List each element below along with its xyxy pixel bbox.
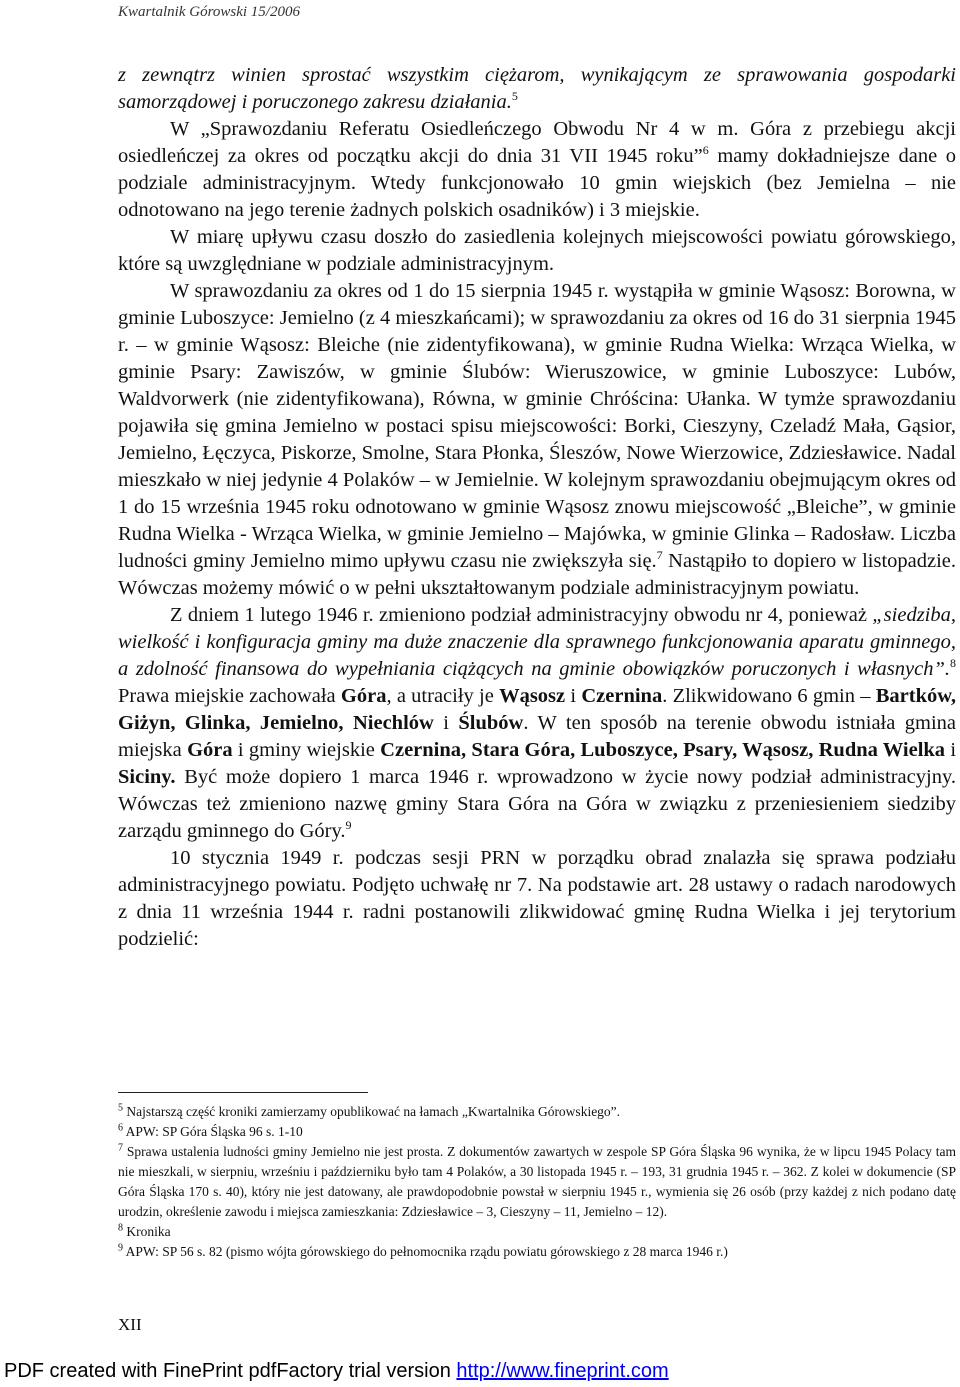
paragraph-5-text-g: Być może dopiero 1 marca 1946 r. wprowadzono w życie nowy podział administracyjny. Wówczas też zmieniono nazwę gminy Stara Góra na Góra w związku z przeniesieniem siedziby zarządu gminnego do Góry.	[118, 766, 956, 842]
paragraph-5-text-f: i gminy wiejskie	[237, 739, 375, 761]
trial-text: PDF created with FinePrint pdfFactory trial version	[4, 1360, 451, 1382]
footnote-text: APW: SP Góra Śląska 96 s. 1-10	[125, 1124, 303, 1139]
footnote-text: Najstarszą część kroniki zamierzamy opublikować na łamach „Kwartalnika Górowskiego”.	[126, 1104, 621, 1119]
paragraph-4-text-a: W sprawozdaniu za okres od 1 do 15 sierpnia 1945 r. wystąpiła w gminie Wąsosz: Borowna, w gminie Luboszyce: Jemielno (z 4 mieszkańcami); w sprawozdaniu za okres od 16 do 31 sierpnia 1945 r. – w gminie Wąsosz: Bleiche (nie zidentyfikowana), w gminie Rudna Wielka: Wrząca Wielka, w gminie Psary: Zawiszów, w gminie Ślubów: Wieruszowice, w gminie Luboszyce: Lubów, Waldvorwerk (nie zidentyfikowana), Równa, w gminie Chróścina: Ułanka. W tymże sprawozdaniu pojawiła się gmina Jemielno w postaci spisu miejscowości: Borki, Cieszyny, Czeladź Mała, Gąsior, Jemielno, Łęczyca, Piskorze, Smolne, Stara Płonka, Śleszów, Nowe Wierzowice, Zdziesławice. Nadal mieszkało w niej jedynie 4 Polaków – w Jemielnie. W kolejnym sprawozdaniu obejmującym okres od 1 do 15 września 1945 roku odnotowano w gminie Wąsosz znowu miejscowość „Bleiche”, w gminie Rudna Wielka - Wrząca Wielka, w gminie Jemielno – Majówka, w gminie Glinka – Radosław. Liczba ludności gminy Jemielno mimo upływu czasu nie zwiększyła się.	[118, 280, 956, 572]
footnote-number: 8	[118, 1222, 123, 1234]
footnote-8	[118, 1222, 956, 1242]
footnote-text: Kronika	[126, 1224, 171, 1239]
footnote-ref-8[interactable]: 8	[950, 656, 956, 671]
main-text	[118, 62, 956, 953]
footnote-ref-9[interactable]: 9	[345, 818, 352, 833]
paragraph-5-text-b: Prawa miejskie zachowała	[118, 685, 336, 707]
paragraph-2	[118, 116, 956, 224]
footnote-number: 7	[118, 1142, 123, 1154]
paragraph-4	[118, 278, 956, 602]
paragraph-5	[118, 602, 956, 845]
footnote-6	[118, 1122, 956, 1142]
paragraph-2-text-b: mamy dokładniejsze dane o podziale administracyjnym. Wtedy funkcjonowało 10 gmin wiejskich (bez Jemielna – nie odnotowano na jego terenie żadnych polskich osadników) i 3 miejskie.	[118, 145, 956, 221]
footnote-7	[118, 1142, 956, 1222]
town-czernina: Czernina	[581, 685, 663, 707]
footnote-text: APW: SP 56 s. 82 (pismo wójta górowskiego do pełnomocnika rządu powiatu górowskiego z 28 marca 1946 r.)	[125, 1244, 728, 1259]
footnote-ref-7[interactable]: 7	[656, 548, 663, 563]
paragraph-5-text-a: Z dniem 1 lutego 1946 r. zmieniono podział administracyjny obwodu nr 4, ponieważ	[170, 604, 867, 626]
town-gora-2: Góra	[187, 739, 233, 761]
paragraph-6: 10 stycznia 1949 r. podczas sesji PRN w porządku obrad znalazła się sprawa podziału administracyjnego powiatu. Podjęto uchwałę nr 7. Na podstawie art. 28 ustawy o radach narodowych z dnia 11 września 1944 r. radni postanowili zlikwidować gminę Rudna Wielka i jej terytorium podzielić:	[118, 847, 956, 950]
town-gora: Góra	[340, 685, 387, 707]
footnote-5	[118, 1102, 956, 1122]
conj: i	[443, 712, 449, 734]
town-wasosz: Wąsosz	[499, 685, 566, 707]
trial-link[interactable]: http://www.fineprint.com	[456, 1360, 669, 1382]
footnote-divider	[118, 1092, 368, 1093]
conj: i	[950, 739, 957, 761]
footnote-number: 5	[118, 1102, 123, 1114]
paragraph-5-text-d: . Zlikwidowano 6 gmin –	[662, 685, 871, 707]
footnote-number: 6	[118, 1122, 123, 1134]
paragraph-5-quote: „siedziba, wielkość i konfiguracja gminy ma duże znaczenie dla sprawnego funkcjonowania aparatu gminnego, a zdolność finansowa do wypełniania ciążących na gminie obowiązków poruczonych i własnych”.	[118, 604, 957, 680]
footnote-ref-5[interactable]: 5	[511, 89, 518, 104]
paragraph-5-text-e: . W ten sposób na terenie obwodu istniała gmina miejska	[118, 712, 957, 761]
liquidated-gminas: Bartków, Giżyn, Glinka, Jemielno, Niechlów	[118, 685, 957, 734]
quote-text: z zewnątrz winien sprostać wszystkim ciężarom, wynikającym ze sprawowania gospodarki samorządowej i poruczonego zakresu działania.	[118, 64, 956, 113]
footnote-number: 9	[118, 1242, 123, 1254]
gmina-slubow: Ślubów	[458, 712, 524, 734]
paragraph-2-text-a: W „Sprawozdaniu Referatu Osiedleńczego Obwodu Nr 4 w m. Góra z przebiegu akcji osiedleńczej za okres od początku akcji do dnia 31 VII 1945 roku”	[118, 118, 956, 167]
paragraph-4-text-b: Nastąpiło to dopiero w listopadzie. Wówczas możemy mówić o w pełni ukształtowanym podziale administracyjnym powiatu.	[118, 550, 957, 599]
footnote-text: Sprawa ustalenia ludności gminy Jemielno nie jest prosta. Z dokumentów zawartych w zespole SP Góra Śląska 96 wynika, że w lipcu 1945 Polacy tam nie mieszkali, w sierpniu, wrześniu i październiku było tam 4 Polaków, a 30 listopada 1945 r. – 193, 31 grudnia 1945 r. – 362. Z kolei w dokumencie (SP Góra Śląska 170 s. 40), który nie jest datowany, ale prawdopodobnie powstał w sierpniu 1945 r., wymienia się 26 osób (przy każdej z nich podano datę urodzin, określenie zawodu i miejsca zamieszkania: Zdziesławice – 3, Cieszyny – 11, Jemielno – 12).	[118, 1144, 957, 1219]
paragraph-5-text-c: , a utraciły je	[386, 685, 494, 707]
paragraph-3: W miarę upływu czasu doszło do zasiedlenia kolejnych miejscowości powiatu górowskiego, które są uwzględniane w podziale administracyjnym.	[118, 226, 956, 275]
footnote-9	[118, 1242, 956, 1262]
footnotes	[118, 1102, 956, 1262]
rural-gminas: Czernina, Stara Góra, Luboszyce, Psary, Wąsosz, Rudna Wielka	[380, 739, 946, 761]
footnote-ref-6[interactable]: 6	[702, 143, 709, 158]
page-number: XII	[118, 1315, 142, 1334]
trial-watermark	[4, 1360, 669, 1383]
running-header: Kwartalnik Górowski 15/2006	[118, 4, 300, 20]
paragraph-1	[118, 62, 956, 116]
gmina-siciny: Siciny.	[118, 766, 176, 788]
conj: i	[570, 685, 577, 707]
